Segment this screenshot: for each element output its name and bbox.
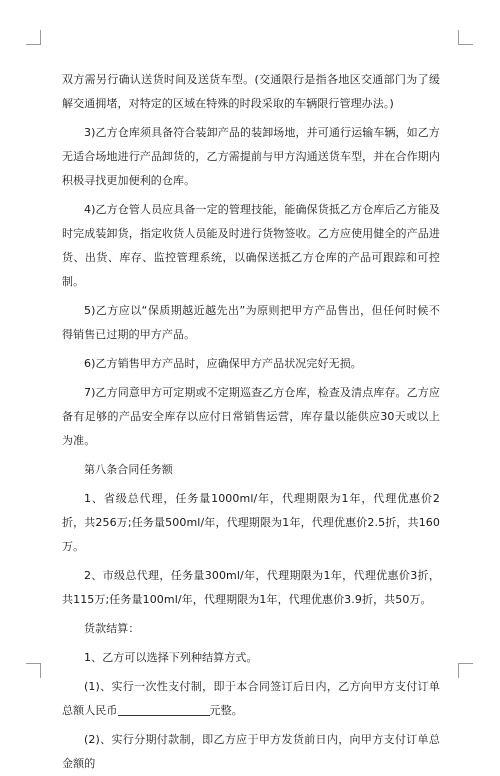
paragraph-provincial-agent: 1、省级总代理，任务量1000ml/年，代理期限为1年，代理优惠价2折，共256万;任务量500ml/年，代理期限为1年，代理优惠价2.5折，共160万。 <box>62 492 440 553</box>
crop-mark-bottom-right <box>458 663 473 678</box>
crop-mark-top-left <box>26 30 41 45</box>
payment-lump-sum-suffix: 元整。 <box>209 704 243 717</box>
paragraph-item-5: 5)乙方应以“保质期越近越先出”为原则把甲方产品售出，但任何时候不得销售已过期的甲方产品。 <box>62 304 440 341</box>
crop-mark-bottom-left <box>26 663 41 678</box>
paragraph-city-agent: 2、市级总代理，任务量300ml/年，代理期限为1年，代理优惠价3折，共115万;任务量100ml/年，代理期限为1年，代理优惠价3.9折，共50万。 <box>62 569 440 606</box>
amount-blank-field <box>118 703 210 716</box>
payment-lump-sum-text: (1)、实行一次性支付制，即于本合同签订后日内，乙方向甲方支付订单总额人民币 <box>62 680 440 717</box>
paragraph-item-3: 3)乙方仓库须具备符合装卸产品的装卸场地，并可通行运输车辆，如乙方无适合场地进行产品卸货的，乙方需提前与甲方沟通送货车型，并在合作期内积极寻找更加便利的仓库。 <box>62 126 440 187</box>
paragraph-payment-installment: (2)、实行分期付款制，即乙方应于甲方发货前日内，向甲方支付订单总金额的 <box>62 733 440 770</box>
paragraph-delivery-note: 双方需另行确认送货时间及送货车型。(交通限行是指各地区交通部门为了缓解交通拥堵，对特定的区域在特殊的时段采取的车辆限行管理办法。) <box>62 73 440 110</box>
paragraph-item-6: 6)乙方销售甲方产品时，应确保甲方产品状况完好无损。 <box>84 357 362 370</box>
paragraph-item-7: 7)乙方同意甲方可定期或不定期巡查乙方仓库，检查及清点库存。乙方应备有足够的产品安全库存以应付日常销售运营，库存量以能供应30天或以上为准。 <box>62 386 440 447</box>
crop-mark-top-right <box>458 30 473 45</box>
paragraph-payment-lump-sum <box>62 675 440 723</box>
document-body <box>62 68 440 776</box>
paragraph-payment-options: 1、乙方可以选择下列种结算方式。 <box>84 651 258 664</box>
section-heading-article-8: 第八条合同任务额 <box>84 463 173 476</box>
paragraph-item-4: 4)乙方仓管人员应具备一定的管理技能，能确保货抵乙方仓库后乙方能及时完成装卸货，指定收货人员能及时进行货物签收。乙方应使用健全的产品进货、出货、库存、监控管理系统，以确保送抵乙方仓库的产品可跟踪和可控制。 <box>62 203 440 288</box>
section-heading-payment: 货款结算： <box>84 622 140 635</box>
